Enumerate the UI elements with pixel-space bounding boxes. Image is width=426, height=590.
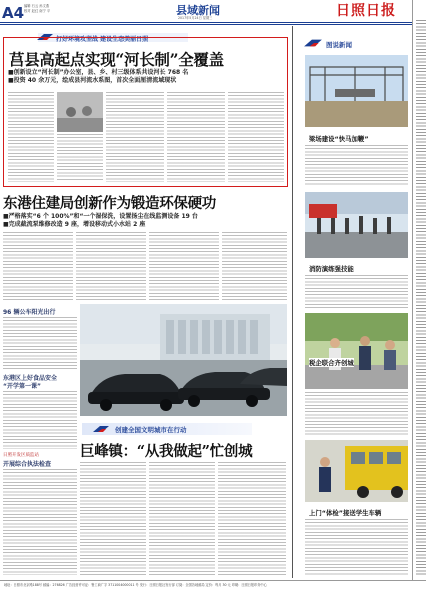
- page-number: A4: [2, 4, 25, 22]
- bullet-item: ■投资 40 余万元，绘成县河流水系图，首次全面厘清流域现状: [8, 77, 177, 85]
- article-body-column: [149, 462, 215, 575]
- subhead-item: ■严格落实“6 个 100%”和“一个湿保洗，设置扬尘在线监测设备 19 台: [3, 213, 198, 220]
- newspaper-masthead: 日照日报: [336, 3, 396, 19]
- photo-caption-title[interactable]: 税企联合齐创城: [309, 359, 354, 367]
- photo-caption-body: [305, 392, 408, 436]
- news-photo-tax-office: [305, 313, 408, 389]
- article-body-column: [167, 92, 225, 182]
- proofreader-line: 校对 赵红 南宁 平: [24, 8, 51, 13]
- footer-info: 地址：日照市北京路188号 邮编：276826 广告经营许可证：鲁工商广字 3711004000011 号 发行：日照日报社发行部 订阅：全国各地邮局 定价：每月 30 元 印刷：日照日报印务中心: [4, 583, 267, 587]
- article-body-column: [228, 92, 284, 182]
- brief-title[interactable]: 96 辆公车阳光出行: [3, 309, 56, 316]
- campaign-banner: 创建全国文明城市在行动: [115, 426, 187, 434]
- bullet-item: ■创新设立“河长制”办公室，县、乡、村三级体系共设河长 768 名: [8, 69, 189, 76]
- brief-title[interactable]: 开展综合执法检查: [3, 461, 52, 468]
- article-body-column: [8, 92, 54, 182]
- photo-caption-body: [305, 519, 408, 575]
- brief-body: [3, 317, 77, 371]
- photo-caption-title[interactable]: 梁场建设“快马加鞭”: [309, 135, 369, 143]
- header-rule-thin: [0, 24, 412, 25]
- article-body-column: [57, 134, 103, 182]
- photo-caption-body: [305, 145, 408, 185]
- article-body-column: [218, 462, 286, 575]
- article-body-column: [106, 92, 164, 182]
- photo-caption-body: [305, 275, 408, 309]
- article-photo: [57, 92, 103, 132]
- article-body-column: [80, 462, 146, 575]
- article-body-column: [3, 232, 73, 302]
- photo-news-logo-icon: [303, 38, 323, 48]
- main-headline[interactable]: 莒县高起点实现“河长制”全覆盖: [9, 50, 224, 69]
- adjacent-page-strip: [416, 20, 426, 575]
- article-body-column: [76, 232, 146, 302]
- article-body-column: [222, 232, 287, 302]
- brief-title[interactable]: 东港区上好食品安全: [3, 375, 58, 382]
- second-headline[interactable]: 东港住建局创新作为锻造环保硬功: [3, 195, 216, 212]
- photo-caption-title[interactable]: 上门“体检”接送学生车辆: [309, 509, 382, 517]
- second-subheads: [3, 213, 198, 229]
- section-title: 县域新闻: [176, 4, 220, 17]
- brief-kicker: 日照开发区质监站: [3, 453, 39, 458]
- parking-cars-photo: [80, 304, 287, 416]
- subhead-item: ■完成截流泵维修改造 9 座，增设移动式小水站 2 座: [3, 221, 146, 228]
- photo-news-label: 图说新闻: [326, 41, 352, 49]
- brief-body: [3, 469, 77, 575]
- news-photo-school-bus: [305, 440, 408, 502]
- article-body-column: [149, 232, 219, 302]
- topic-banner: 打好环境攻坚战 建设生态美丽日照: [56, 35, 149, 43]
- news-photo-fire-drill: [305, 192, 408, 258]
- date-line: 2017年5月24日 星期三: [178, 16, 213, 20]
- series-logo-icon: [92, 425, 110, 433]
- photo-caption-title[interactable]: 消防演练强技能: [309, 265, 354, 273]
- main-bullets: [8, 69, 188, 85]
- column-divider: [292, 26, 293, 578]
- editor-info: [24, 4, 64, 13]
- news-photo-construction: [305, 55, 408, 127]
- editor-line: 编辑 石云 孙文燕: [24, 4, 50, 8]
- page-edge-divider: [412, 0, 413, 580]
- third-headline[interactable]: 巨峰镇：“从我做起”忙创城: [80, 443, 253, 460]
- brief-body: [3, 391, 77, 449]
- brief-title-continued: “开学第一课”: [3, 383, 41, 390]
